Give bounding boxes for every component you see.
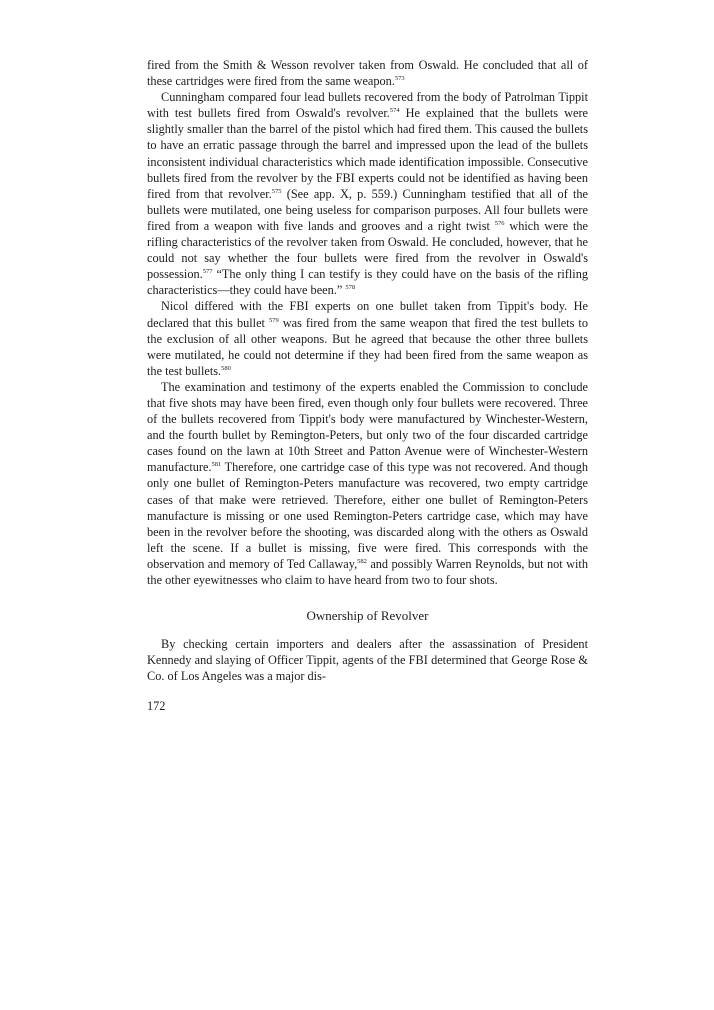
footnote-reference: 581 (211, 461, 222, 469)
footnote-reference: 577 (202, 268, 213, 276)
body-text-after-heading (147, 636, 588, 684)
paragraph-text: Therefore, one cartridge case of this type was not recovered. And though only one bullet of Remington-Peters manufacture was recovered, two empty cartridge cases of that make were retrieved. Therefore, either one bullet of Remington-Peters manufacture is missing or one used Remington-Peters cartridge case, which may have been in the revolver before the shooting, was discarded along with the others as Oswald left the scene. If a bullet is missing, five were fired. This corresponds with the observation and memory of Ted Callaway, (147, 460, 588, 571)
paragraph-text: (See app. X, p. 559.) Cunningham testified that all of the bullets were mutilated, one being useless for comparison purposes. All four bullets were fired from a weapon with five lands and grooves and a right twist (147, 186, 588, 233)
paragraph (147, 57, 588, 89)
paragraph-text: Nicol differed with the FBI experts on one bullet taken from Tippit's body. He declared that this bullet (147, 299, 588, 330)
paragraph-text: Cunningham compared four lead bullets recovered from the body of Patrolman Tippit with test bullets fired from Oswald's revolver. (147, 90, 588, 121)
footnote-reference: 580 (221, 364, 231, 372)
paragraph-text: “The only thing I can testify is they could have on the basis of the rifling characteristics—they could have been.” (147, 267, 588, 298)
footnote-reference: 574 (389, 107, 400, 115)
paragraph (147, 636, 588, 684)
footnote-reference: 575 (271, 187, 282, 195)
paragraph (147, 89, 588, 298)
paragraph-text: fired from the Smith & Wesson revolver taken from Oswald. He concluded that all of these cartridges were fired from the same weapon. (147, 58, 588, 89)
footnote-reference: 576 (494, 219, 505, 227)
paragraph-text: which were the rifling characteristics of the revolver taken from Oswald. He concluded, however, that he could not say whether the four bullets were fired from the revolver in Oswald's possession. (147, 218, 588, 282)
footnote-reference: 573 (394, 75, 405, 82)
document-page (147, 57, 588, 715)
paragraph (147, 379, 588, 588)
footnote-reference: 578 (345, 284, 356, 292)
section-heading: Ownership of Revolver (306, 608, 429, 624)
paragraph-text: By checking certain importers and dealers after the assassination of President Kennedy and slaying of Officer Tippit, agents of the FBI determined that George Rose & Co. of Los Angeles was a major dis- (147, 637, 588, 684)
footnote-reference: 579 (268, 316, 279, 324)
footnote-reference: 582 (357, 557, 367, 565)
paragraph (147, 298, 588, 378)
paragraph-text: was fired from the same weapon that fired the test bullets to the exclusion of all other weapons. But he agreed that because the other three bullets were mutilated, he could not determine if they had been fired from the same weapon as the test bullets. (147, 315, 588, 378)
paragraph-text: He explained that the bullets were slightly smaller than the barrel of the pistol which had fired them. This caused the bullets to have an erratic passage through the barrel and impressed upon the lead of the bullets inconsistent individual characteristics which made identification impossible. Consecutive bullets fired from the revolver by the FBI experts could not be identified as having been fired from that revolver. (147, 106, 588, 201)
paragraph-text: and possibly Warren Reynolds, but not with the other eyewitnesses who claim to have heard from two to four shots. (147, 556, 588, 587)
body-text-before-heading (147, 57, 588, 588)
page-number: 172 (147, 699, 166, 714)
paragraph-text: The examination and testimony of the experts enabled the Commission to conclude that five shots may have been fired, even though only four bullets were recovered. Three of the bullets recovered from Tippit's body were manufactured by Winchester-Western, and the fourth bullet by Remington-Peters, but only two of the four discarded cartridge cases found on the lawn at 10th Street and Patton Avenue were of Winchester-Western manufacture. (147, 379, 588, 475)
